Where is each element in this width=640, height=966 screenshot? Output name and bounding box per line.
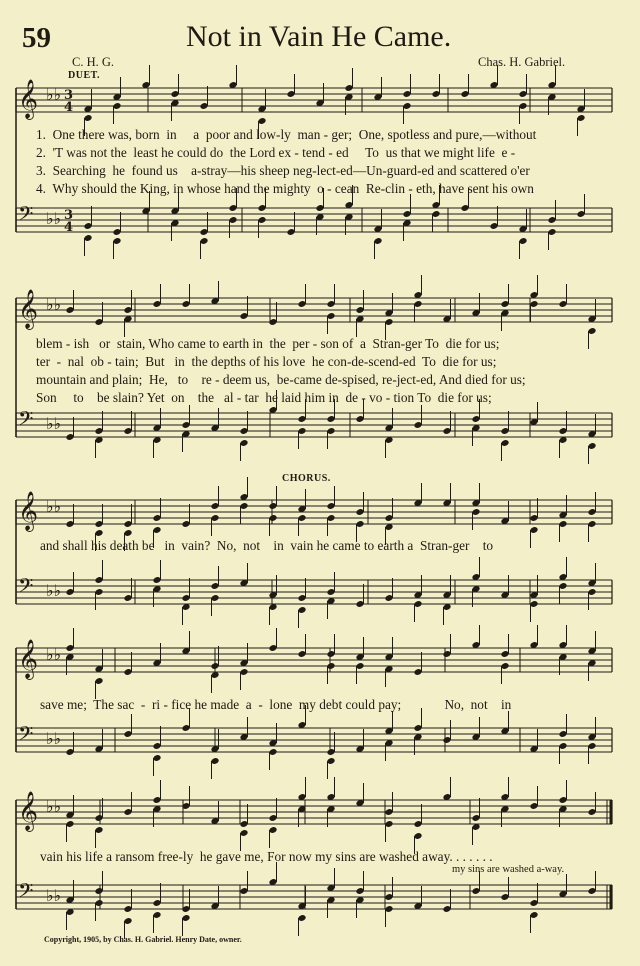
verse-4-line-2: Son to be slain? Yet on the al - tar he laid him in de - vo - tion To die for us; <box>36 390 492 405</box>
verse-1-line-2: blem - ish or stain, Who came to earth in the per - son of a Stran-ger To die for us; <box>36 336 500 351</box>
chorus-label: CHORUS. <box>282 473 331 484</box>
words-credit: C. H. G. <box>72 55 115 69</box>
hymn-number: 59 <box>22 22 51 54</box>
key-flats: ♭♭ <box>46 886 62 905</box>
time-signature: 4 <box>64 220 74 235</box>
chorus-line-1: and shall his death be in vain? No, not in vain he came to earth a Stran-ger to <box>40 538 494 553</box>
time-signature: 3 <box>64 88 74 103</box>
treble-clef: 𝄞 <box>18 79 39 119</box>
key-flats: ♭♭ <box>46 497 62 516</box>
verse-2-line-1: 2. 'T was not the least he could do the Lord ex - tend - ed To us that we might life e - <box>36 145 516 160</box>
bass-clef: 𝄢 <box>18 407 34 435</box>
chorus-line-3: vain his life a ransom free-ly he gave me, For now my sins are washed away. . . . . . . <box>40 849 493 864</box>
key-flats: ♭♭ <box>46 729 62 748</box>
music-credit: Chas. H. Gabriel. <box>478 55 566 69</box>
verse-2-line-2: ter - nal ob - tain; But in the depths of his love he con-de-scend-ed To die for us; <box>36 354 497 369</box>
key-flats: ♭♭ <box>46 797 62 816</box>
treble-clef: 𝄞 <box>18 791 39 831</box>
verse-1-line-1: 1. One there was, born in a poor and low-ly man - ger; One, spotless and pure,—without <box>36 127 537 142</box>
key-flats: ♭♭ <box>46 209 62 228</box>
bass-clef: 𝄢 <box>18 879 34 907</box>
key-flats: ♭♭ <box>46 295 62 314</box>
treble-clef: 𝄞 <box>18 289 39 329</box>
bass-clef: 𝄢 <box>18 202 34 230</box>
key-flats: ♭♭ <box>46 581 62 600</box>
duet-label: DUET. <box>68 70 101 81</box>
treble-clef: 𝄞 <box>18 491 39 531</box>
hymn-title: Not in Vain He Came. <box>186 20 452 53</box>
verse-3-line-1: 3. Searching he found us a-stray—his sheep neg-lect-ed—Un-guard-ed and scattered o'er <box>36 163 530 178</box>
verse-4-line-1: 4. Why should the King, in whose hand the mighty o - cean Re-clin - eth, have sent his own <box>36 181 534 196</box>
bass-clef: 𝄢 <box>18 574 34 602</box>
copyright-notice: Copyright, 1905, by Chas. H. Gabriel. Henry Date, owner. <box>44 935 242 944</box>
verse-3-line-2: mountain and plain; He, to re - deem us, be-came de-spised, re-ject-ed, And died for us; <box>36 372 526 387</box>
time-signature: 3 <box>64 208 74 223</box>
key-flats: ♭♭ <box>46 85 62 104</box>
time-signature: 4 <box>64 100 74 115</box>
echo-line: my sins are washed a-way. <box>452 864 565 875</box>
key-flats: ♭♭ <box>46 645 62 664</box>
key-flats: ♭♭ <box>46 414 62 433</box>
bass-clef: 𝄢 <box>18 722 34 750</box>
treble-clef: 𝄞 <box>18 639 39 679</box>
chorus-line-2: save me; The sac - ri - fice he made a - lone my debt could pay; No, not in <box>40 697 512 712</box>
